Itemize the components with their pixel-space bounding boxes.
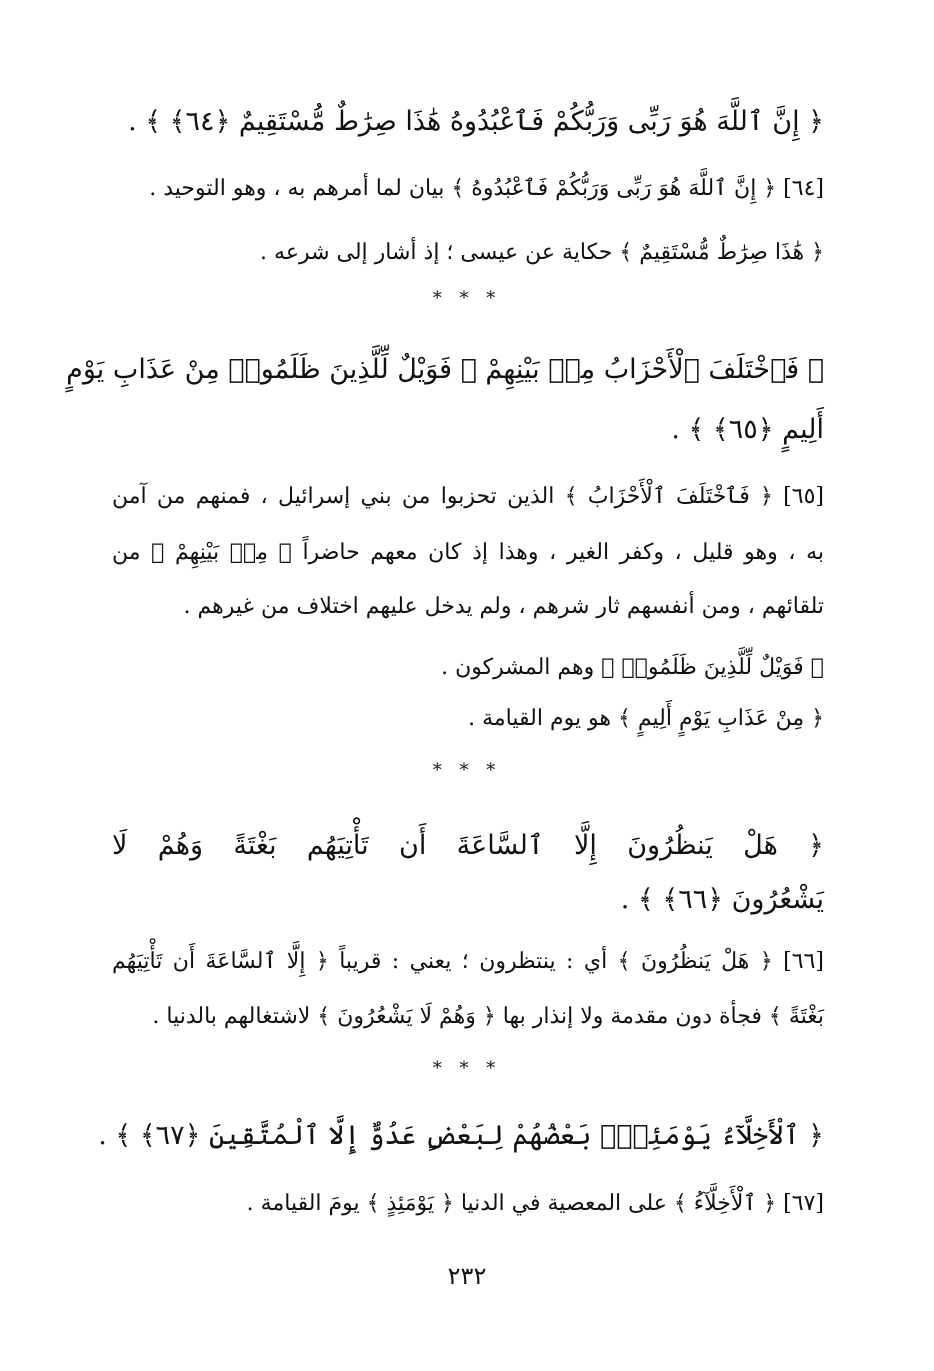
page-number: ٢٣٢ (447, 1262, 487, 1290)
commentary-64-line-1: [٦٤] ﴿ إِنَّ ٱللَّهَ هُوَ رَبِّى وَرَبُّكُمْ فَٱعْبُدُوهُ ﴾ بيان لما أمرهم به ، وهو التوحيد . (149, 176, 824, 201)
verse-64: ﴿ إِنَّ ٱللَّهَ هُوَ رَبِّى وَرَبُّكُمْ فَٱعْبُدُوهُ هَٰذَا صِرَٰطٌ مُّسْتَقِيمٌ ﴿٦٤﴾ ﴾ . (128, 106, 824, 137)
section-separator: * * * (432, 760, 502, 781)
commentary-65-line-5: ﴿ مِنْ عَذَابِ يَوْمٍ أَلِيمٍ ﴾ هو يوم القيامة . (468, 706, 824, 731)
section-separator: * * * (432, 288, 502, 309)
commentary-65-line-3: تلقائهم ، ومن أنفسهم ثار شرهم ، ولم يدخل عليهم اختلاف من غيرهم . (183, 594, 824, 619)
verse-65-line-2: أَلِيمٍ ﴿٦٥﴾ ﴾ . (671, 414, 824, 445)
commentary-65-line-2: به ، وهو قليل ، وكفر الغير ، وهذا إذ كان معهم حاضراً ﴿ مِنۢ بَيْنِهِمْ ﴾ من (112, 540, 824, 565)
verse-66-line-2: يَشْعُرُونَ ﴿٦٦﴾ ﴾ . (620, 884, 824, 915)
commentary-64-line-2: ﴿ هَٰذَا صِرَٰطٌ مُّسْتَقِيمٌ ﴾ حكاية عن عيسى ؛ إذ أشار إلى شرعه . (260, 240, 824, 265)
commentary-67: [٦٧] ﴿ ٱلْأَخِلَّآءُ ﴾ على المعصية في الدنيا ﴿ يَوْمَئِذٍ ﴾ يومَ القيامة . (246, 1191, 824, 1216)
commentary-66-line-2: بَغْتَةً ﴾ فجأة دون مقدمة ولا إنذار بها ﴿ وَهُمْ لَا يَشْعُرُونَ ﴾ لاشتغالهم بالدنيا . (152, 1004, 824, 1029)
verse-67: ﴿ ٱلْأَخِلَّآءُ يَوْمَئِذٍۭ بَعْضُهُمْ لِبَعْضٍ عَدُوٌّ إِلَّا ٱلْمُتَّقِينَ ﴿٦٧﴾ ﴾ . (98, 1120, 824, 1151)
commentary-65-line-4: ﴿ فَوَيْلٌ لِّلَّذِينَ ظَلَمُوا۟ ﴾ وهم المشركون . (441, 655, 824, 680)
section-separator: * * * (432, 1058, 502, 1079)
commentary-66-line-1: [٦٦] ﴿ هَلْ يَنظُرُونَ ﴾ أي : ينتظرون ؛ يعني : قريباً ﴿ إِلَّا ٱلسَّاعَةَ أَن تَأْتِيَهُم (112, 949, 824, 974)
commentary-65-line-1: [٦٥] ﴿ فَٱخْتَلَفَ ٱلْأَحْزَابُ ﴾ الذين تحزبوا من بني إسرائيل ، فمنهم من آمن (112, 484, 824, 509)
verse-65-line-1: ﴿ فَٱخْتَلَفَ ٱلْأَحْزَابُ مِنۢ بَيْنِهِمْ ۖ فَوَيْلٌ لِّلَّذِينَ ظَلَمُوا۟ مِنْ عَذَابِ يَوْمٍ (66, 354, 824, 385)
verse-66-line-1: ﴿ هَلْ يَنظُرُونَ إِلَّا ٱلسَّاعَةَ أَن تَأْتِيَهُم بَغْتَةً وَهُمْ لَا (112, 830, 824, 861)
